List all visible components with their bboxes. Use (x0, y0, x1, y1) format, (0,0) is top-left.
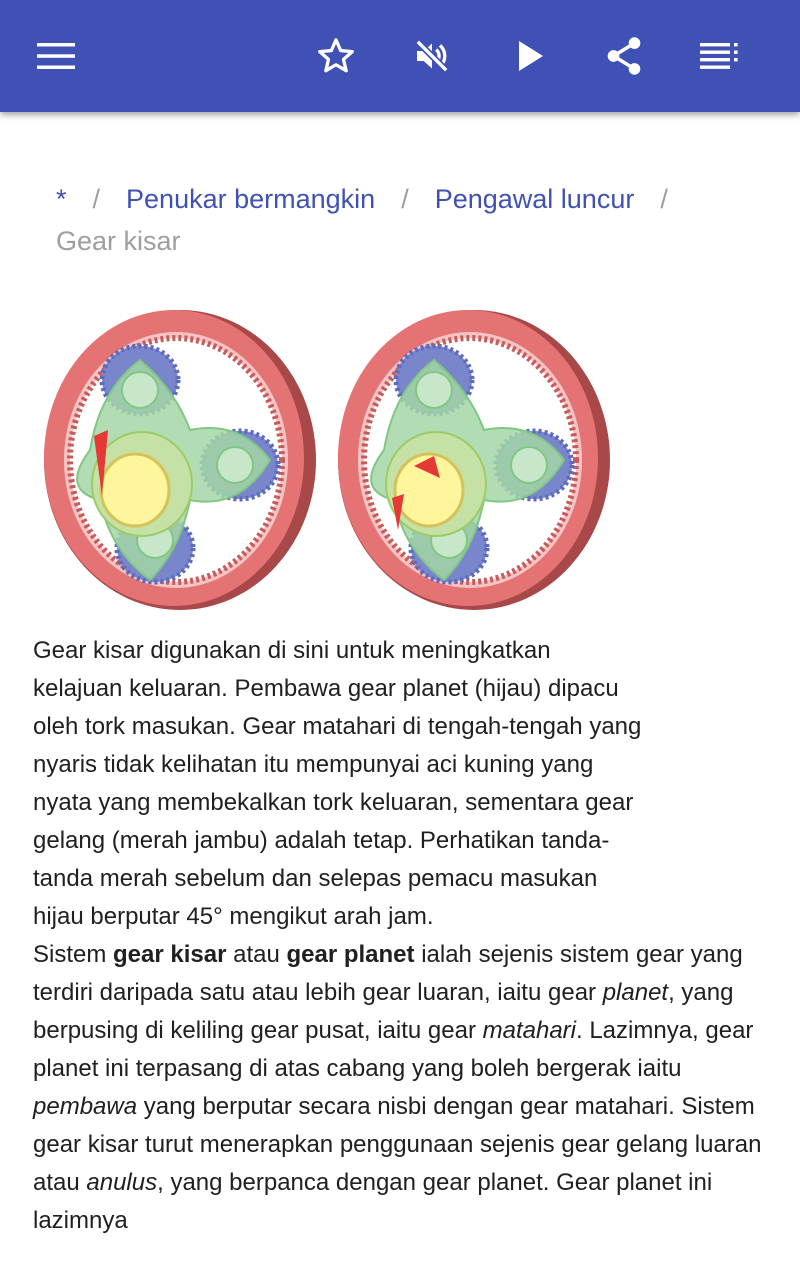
italic-term: planet (602, 979, 669, 1006)
bold-term: gear kisar (113, 941, 227, 968)
app-toolbar (0, 0, 800, 112)
play-button[interactable] (500, 26, 560, 86)
italic-term: anulus (86, 1169, 158, 1196)
play-icon (515, 39, 545, 73)
text-run: , yang berpanca dengan gear planet. Gear planet ini lazimnya (33, 1169, 713, 1234)
menu-button[interactable] (26, 26, 86, 86)
playlist-button[interactable] (690, 26, 750, 86)
favorite-button[interactable] (306, 26, 366, 86)
text-run: ialah sejenis sistem gear yang terdiri daripada satu atau lebih gear luaran, iaitu gear (33, 941, 743, 1006)
hamburger-menu-icon (37, 42, 75, 70)
breadcrumb-link-penukar[interactable]: Penukar bermangkin (126, 184, 376, 214)
volume-off-icon (412, 36, 452, 76)
italic-term: matahari (482, 1017, 576, 1044)
breadcrumb-link-pengawal[interactable]: Pengawal luncur (434, 184, 635, 214)
planetary-gear-figure (32, 298, 622, 618)
share-button[interactable] (594, 26, 654, 86)
breadcrumb-home-link[interactable]: * (56, 184, 67, 214)
text-run: yang berputar secara nisbi dengan gear matahari. Sistem gear kisar turut menerapkan penggunaan sejenis gear gelang luaran atau (33, 1093, 762, 1196)
text-run: atau (226, 941, 287, 968)
italic-term: pembawa (33, 1093, 138, 1120)
breadcrumb (56, 178, 756, 262)
breadcrumb-separator: / (660, 184, 668, 214)
playlist-icon (700, 43, 740, 69)
text-run: Sistem (33, 941, 114, 968)
planetary-gear-animation-image (32, 298, 622, 618)
breadcrumb-current: Gear kisar (56, 226, 181, 256)
figure-caption: Gear kisar digunakan di sini untuk meningkatkan kelajuan keluaran. Pembawa gear planet (hijau) dipacu oleh tork masukan. Gear matahari di tengah-tengah yang nyaris tidak kelihatan itu mempunyai aci kuning yang nyata yang membekalkan tork keluaran, sementara gear gelang (merah jambu) adalah tetap. Perhatikan tanda-tanda merah sebelum dan selepas pemacu masukan hijau berputar 45° mengikut arah jam. (33, 637, 642, 930)
article-content (33, 632, 763, 1240)
text-run: , yang berpusing di keliling gear pusat, iaitu gear (33, 979, 734, 1044)
text-run: . Lazimnya, gear planet ini terpasang di atas cabang yang boleh bergerak iaitu (33, 1017, 754, 1082)
article-paragraph (33, 936, 763, 1240)
bold-term: gear planet (286, 941, 415, 968)
mute-button[interactable] (402, 26, 462, 86)
breadcrumb-separator: / (92, 184, 101, 214)
star-outline-icon (315, 35, 357, 77)
breadcrumb-separator: / (401, 184, 409, 214)
share-icon (604, 35, 644, 77)
